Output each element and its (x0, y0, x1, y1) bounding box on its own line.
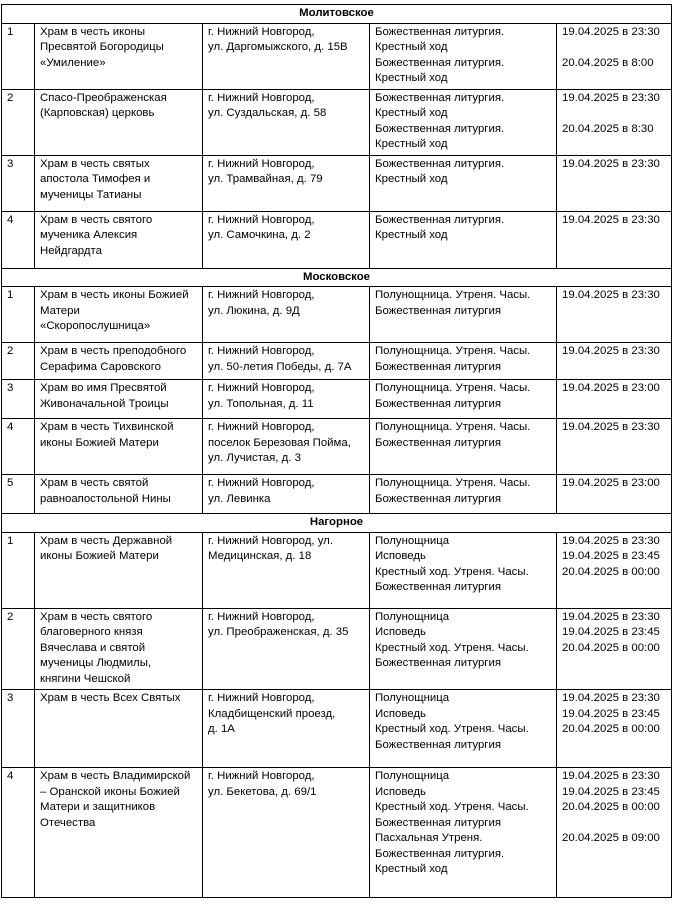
row-number: 2 (2, 343, 35, 380)
section-title: Молитовское (2, 5, 672, 24)
table-row (2, 419, 672, 475)
service-datetime: 19.04.2025 в 23:30 (562, 91, 660, 104)
table-row (2, 343, 672, 380)
service-datetime: 19.04.2025 в 23:30 (562, 289, 660, 301)
church-name: Храм в честь Владимирской – Оранской иконы Божией Матери и защитников Отечества (35, 768, 203, 898)
church-name: Храм в честь святого благоверного князя Вячеслава и святой мученицы Людмилы, княгини Чешской (35, 608, 203, 690)
church-address: г. Нижний Новгород, ул. Медицинская, д. 18 (203, 532, 370, 608)
service-dates (557, 690, 672, 768)
service-datetime: 19.04.2025 в 23:45 (562, 550, 660, 562)
church-name: Храм в честь иконы Божией Матери «Скоропослушница» (35, 287, 203, 343)
church-address: г. Нижний Новгород, ул. Левинка (203, 475, 370, 514)
row-number: 3 (2, 155, 35, 211)
service-description: Божественная литургия. Крестный ход Божественная литургия. Крестный ход (370, 89, 557, 155)
church-address: г. Нижний Новгород, Кладбищенский проезд, д. 1А (203, 690, 370, 768)
table-row (2, 768, 672, 898)
section-title: Московское (2, 268, 672, 287)
service-dates (557, 475, 672, 514)
service-description: Божественная литургия. Крестный ход (370, 155, 557, 211)
row-number: 1 (2, 532, 35, 608)
row-number: 3 (2, 380, 35, 419)
service-description: Полунощница Исповедь Крестный ход. Утреня. Часы. Божественная литургия (370, 532, 557, 608)
table-row (2, 211, 672, 268)
service-datetime: 20.04.2025 в 09:00 (562, 832, 660, 844)
section-header-row (2, 5, 672, 24)
section-header-row (2, 514, 672, 533)
service-dates (557, 89, 672, 155)
service-dates (557, 419, 672, 475)
table-row (2, 287, 672, 343)
service-datetime: 19.04.2025 в 23:30 (562, 421, 660, 433)
service-dates (557, 768, 672, 898)
service-datetime: 20.04.2025 в 00:00 (562, 641, 660, 654)
church-name: Спасо-Преображенская (Карповская) церковь (35, 89, 203, 155)
service-datetime: 19.04.2025 в 23:45 (562, 707, 660, 720)
church-address: г. Нижний Новгород, ул. 50-летия Победы, д. 7А (203, 343, 370, 380)
service-datetime: 19.04.2025 в 23:30 (562, 157, 660, 170)
service-datetime: 19.04.2025 в 23:30 (562, 213, 660, 226)
service-datetime: 20.04.2025 в 8:30 (562, 122, 654, 135)
service-dates (557, 608, 672, 690)
row-number: 4 (2, 211, 35, 268)
service-description: Полунощница. Утреня. Часы. Божественная литургия (370, 475, 557, 514)
schedule-body (2, 5, 672, 898)
service-dates (557, 532, 672, 608)
service-description: Полунощница Исповедь Крестный ход. Утреня. Часы. Божественная литургия (370, 608, 557, 690)
church-address: г. Нижний Новгород, ул. Суздальская, д. 58 (203, 89, 370, 155)
church-name: Храм в честь святой равноапостольной Нины (35, 475, 203, 514)
table-row (2, 532, 672, 608)
service-description: Божественная литургия. Крестный ход (370, 211, 557, 268)
table-row (2, 380, 672, 419)
service-datetime: 20.04.2025 в 00:00 (562, 723, 660, 735)
service-datetime: 19.04.2025 в 23:30 (562, 534, 660, 547)
service-datetime: 20.04.2025 в 00:00 (562, 565, 660, 578)
service-description: Полунощница. Утреня. Часы. Божественная литургия (370, 287, 557, 343)
service-datetime: 20.04.2025 в 8:00 (562, 56, 654, 69)
service-datetime: 19.04.2025 в 23:30 (562, 25, 660, 38)
church-address: г. Нижний Новгород, ул. Самочкина, д. 2 (203, 211, 370, 268)
church-address: г. Нижний Новгород, поселок Березовая Пойма, ул. Лучистая, д. 3 (203, 419, 370, 475)
church-name: Храм в честь Тихвинской иконы Божией Матери (35, 419, 203, 475)
service-datetime: 19.04.2025 в 23:45 (562, 626, 660, 638)
service-datetime: 20.04.2025 в 00:00 (562, 801, 660, 813)
table-row (2, 475, 672, 514)
row-number: 4 (2, 768, 35, 898)
row-number: 1 (2, 23, 35, 89)
service-description: Божественная литургия. Крестный ход Божественная литургия. Крестный ход (370, 23, 557, 89)
service-description: Полунощница Исповедь Крестный ход. Утреня. Часы. Божественная литургия (370, 690, 557, 768)
row-number: 5 (2, 475, 35, 514)
service-description: Полунощница Исповедь Крестный ход. Утреня. Часы. Божественная литургия Пасхальная Утреня. Божественная литургия. Крестный ход (370, 768, 557, 898)
row-number: 4 (2, 419, 35, 475)
service-datetime: 19.04.2025 в 23:30 (562, 692, 660, 704)
church-address: г. Нижний Новгород, ул. Преображенская, д. 35 (203, 608, 370, 690)
service-datetime: 19.04.2025 в 23:45 (562, 785, 660, 798)
row-number: 2 (2, 89, 35, 155)
service-dates (557, 287, 672, 343)
church-name: Храм в честь преподобного Серафима Саровского (35, 343, 203, 380)
church-address: г. Нижний Новгород, ул. Люкина, д. 9Д (203, 287, 370, 343)
service-datetime: 19.04.2025 в 23:00 (562, 382, 660, 394)
service-dates (557, 211, 672, 268)
service-description: Полунощница. Утреня. Часы. Божественная литургия (370, 343, 557, 380)
service-dates (557, 155, 672, 211)
church-address: г. Нижний Новгород, ул. Даргомыжского, д. 15В (203, 23, 370, 89)
church-name: Храм в честь Всех Святых (35, 690, 203, 768)
service-datetime: 19.04.2025 в 23:30 (562, 770, 660, 782)
service-dates (557, 23, 672, 89)
church-name: Храм в честь святых апостола Тимофея и мученицы Татианы (35, 155, 203, 211)
row-number: 3 (2, 690, 35, 768)
table-row (2, 608, 672, 690)
schedule-table (1, 4, 672, 898)
church-name: Храм в честь святого мученика Алексия Нейдгардта (35, 211, 203, 268)
church-address: г. Нижний Новгород, ул. Бекетова, д. 69/1 (203, 768, 370, 898)
church-name: Храм во имя Пресвятой Живоначальной Троицы (35, 380, 203, 419)
row-number: 2 (2, 608, 35, 690)
section-title: Нагорное (2, 514, 672, 533)
church-name: Храм в честь Державной иконы Божией Матери (35, 532, 203, 608)
service-datetime: 19.04.2025 в 23:30 (562, 345, 660, 357)
service-description: Полунощница. Утреня. Часы. Божественная литургия (370, 419, 557, 475)
table-row (2, 155, 672, 211)
table-row (2, 23, 672, 89)
row-number: 1 (2, 287, 35, 343)
service-dates (557, 380, 672, 419)
service-datetime: 19.04.2025 в 23:30 (562, 610, 660, 623)
church-address: г. Нижний Новгород, ул. Трамвайная, д. 79 (203, 155, 370, 211)
church-address: г. Нижний Новгород, ул. Топольная, д. 11 (203, 380, 370, 419)
church-name: Храм в честь иконы Пресвятой Богородицы «Умиление» (35, 23, 203, 89)
service-description: Полунощница. Утреня. Часы. Божественная литургия (370, 380, 557, 419)
table-row (2, 690, 672, 768)
service-datetime: 19.04.2025 в 23:00 (562, 477, 660, 489)
service-dates (557, 343, 672, 380)
section-header-row (2, 268, 672, 287)
table-row (2, 89, 672, 155)
